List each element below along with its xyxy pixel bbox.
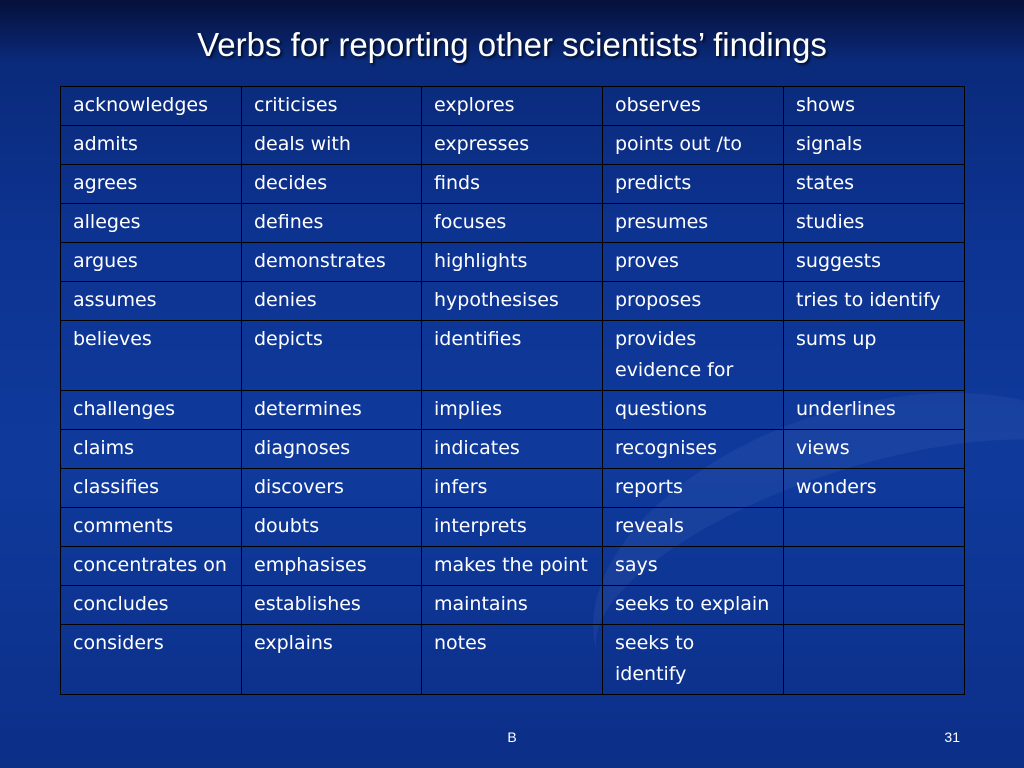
table-cell: maintains bbox=[422, 586, 603, 625]
table-cell bbox=[784, 625, 965, 695]
table-row bbox=[61, 508, 965, 547]
table-cell: tries to identify bbox=[784, 282, 965, 321]
table-cell: explains bbox=[242, 625, 422, 695]
table-cell: deals with bbox=[242, 126, 422, 165]
table-cell: makes the point bbox=[422, 547, 603, 586]
table-cell: questions bbox=[603, 391, 784, 430]
table-row bbox=[61, 430, 965, 469]
table-cell: proves bbox=[603, 243, 784, 282]
table-cell: focuses bbox=[422, 204, 603, 243]
table-cell: presumes bbox=[603, 204, 784, 243]
verbs-table bbox=[60, 86, 965, 695]
table-cell: comments bbox=[61, 508, 242, 547]
table-cell: finds bbox=[422, 165, 603, 204]
table-cell: seeks to explain bbox=[603, 586, 784, 625]
table-cell: decides bbox=[242, 165, 422, 204]
table-cell: believes bbox=[61, 321, 242, 391]
table-cell: argues bbox=[61, 243, 242, 282]
table-cell: demonstrates bbox=[242, 243, 422, 282]
footer-label: B bbox=[507, 729, 517, 745]
table-cell: studies bbox=[784, 204, 965, 243]
table-cell: states bbox=[784, 165, 965, 204]
table-cell: shows bbox=[784, 87, 965, 126]
table-cell: indicates bbox=[422, 430, 603, 469]
table-cell: concludes bbox=[61, 586, 242, 625]
table-cell: views bbox=[784, 430, 965, 469]
table-row bbox=[61, 165, 965, 204]
table-row bbox=[61, 282, 965, 321]
table-cell: reports bbox=[603, 469, 784, 508]
table-row bbox=[61, 243, 965, 282]
table-cell: observes bbox=[603, 87, 784, 126]
table-cell: concentrates on bbox=[61, 547, 242, 586]
table-cell: diagnoses bbox=[242, 430, 422, 469]
table-row bbox=[61, 625, 965, 695]
table-cell: identifies bbox=[422, 321, 603, 391]
table-row bbox=[61, 586, 965, 625]
table-cell: implies bbox=[422, 391, 603, 430]
table-cell: signals bbox=[784, 126, 965, 165]
table-cell: recognises bbox=[603, 430, 784, 469]
table-cell: notes bbox=[422, 625, 603, 695]
table-row bbox=[61, 391, 965, 430]
table-cell bbox=[784, 547, 965, 586]
table-cell: claims bbox=[61, 430, 242, 469]
verbs-table-body bbox=[61, 87, 965, 695]
table-cell: establishes bbox=[242, 586, 422, 625]
table-cell bbox=[784, 586, 965, 625]
table-cell: depicts bbox=[242, 321, 422, 391]
table-cell: emphasises bbox=[242, 547, 422, 586]
table-cell: wonders bbox=[784, 469, 965, 508]
table-cell: doubts bbox=[242, 508, 422, 547]
table-cell: points out /to bbox=[603, 126, 784, 165]
table-row bbox=[61, 87, 965, 126]
table-cell: explores bbox=[422, 87, 603, 126]
table-cell: classifies bbox=[61, 469, 242, 508]
table-row bbox=[61, 204, 965, 243]
table-row bbox=[61, 321, 965, 391]
table-cell: agrees bbox=[61, 165, 242, 204]
table-cell: hypothesises bbox=[422, 282, 603, 321]
table-cell: predicts bbox=[603, 165, 784, 204]
table-cell: criticises bbox=[242, 87, 422, 126]
table-cell: challenges bbox=[61, 391, 242, 430]
table-cell: discovers bbox=[242, 469, 422, 508]
table-cell: acknowledges bbox=[61, 87, 242, 126]
table-cell: seeks to identify bbox=[603, 625, 784, 695]
table-cell: sums up bbox=[784, 321, 965, 391]
table-cell: proposes bbox=[603, 282, 784, 321]
table-cell: defines bbox=[242, 204, 422, 243]
table-cell: interprets bbox=[422, 508, 603, 547]
table-cell: says bbox=[603, 547, 784, 586]
slide-title: Verbs for reporting other scientists’ findings bbox=[197, 26, 827, 63]
page-number: 31 bbox=[944, 729, 960, 745]
table-row bbox=[61, 547, 965, 586]
table-cell: underlines bbox=[784, 391, 965, 430]
table-cell: highlights bbox=[422, 243, 603, 282]
table-cell: denies bbox=[242, 282, 422, 321]
table-cell: alleges bbox=[61, 204, 242, 243]
table-row bbox=[61, 469, 965, 508]
table-cell: provides evidence for bbox=[603, 321, 784, 391]
table-cell: considers bbox=[61, 625, 242, 695]
table-cell: reveals bbox=[603, 508, 784, 547]
table-cell: assumes bbox=[61, 282, 242, 321]
table-cell: infers bbox=[422, 469, 603, 508]
table-row bbox=[61, 126, 965, 165]
table-cell: admits bbox=[61, 126, 242, 165]
table-cell: suggests bbox=[784, 243, 965, 282]
table-cell: determines bbox=[242, 391, 422, 430]
table-cell: expresses bbox=[422, 126, 603, 165]
table-cell bbox=[784, 508, 965, 547]
